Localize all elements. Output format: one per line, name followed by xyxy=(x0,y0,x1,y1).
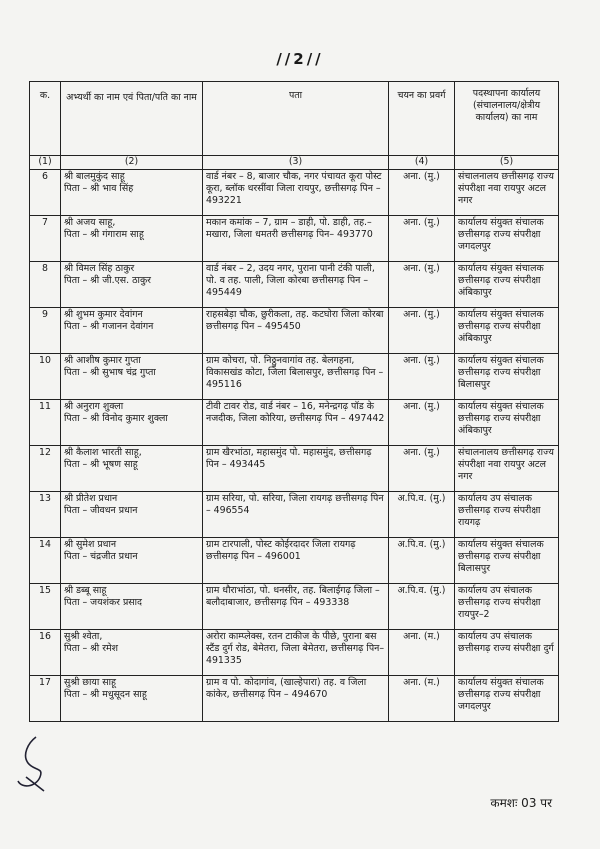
category-cell: अना. (मु.) xyxy=(389,446,455,492)
category-cell: अना. (मु.) xyxy=(389,308,455,354)
candidate-cell xyxy=(61,584,203,630)
candidate-cell xyxy=(61,262,203,308)
candidate-name: श्री बालमुकुंद साहू xyxy=(64,171,125,182)
column-number: (2) xyxy=(61,156,203,170)
father-name: पिता – श्री विनोद कुमार शुक्ला xyxy=(64,413,168,424)
address-cell: वार्ड नंबर – 2, उदय नगर, पुराना पानी टंकी पाली, पो. व तह. पाली, जिला कोरबा छत्तीसगढ़ पिन – 495449 xyxy=(203,262,389,308)
serial-number: 16 xyxy=(30,630,61,676)
candidate-name: श्री अनुराग शुक्ला xyxy=(64,401,124,412)
office-cell: कार्यालय संयुक्त संचालक छत्तीसगढ़ राज्य संपरीक्षा जगदलपुर xyxy=(455,216,559,262)
office-cell: संचालनालय छत्तीसगढ़ राज्य संपरीक्षा नवा रायपुर अटल नगर xyxy=(455,170,559,216)
serial-number: 11 xyxy=(30,400,61,446)
father-name: पिता – श्री रमेश xyxy=(64,643,119,654)
serial-number: 7 xyxy=(30,216,61,262)
father-name: पिता – श्री भाव सिंह xyxy=(64,183,134,194)
candidate-cell xyxy=(61,170,203,216)
column-number-row xyxy=(30,156,559,170)
address-cell: ग्राम धौराभांठा, पो. धनसीर, तह. बिलाईगढ़ जिला – बलौदाबाजार, छत्तीसगढ़ पिन – 493338 xyxy=(203,584,389,630)
father-name: पिता – श्री गंगाराम साहू xyxy=(64,229,144,240)
category-cell: अना. (म.) xyxy=(389,630,455,676)
office-cell: कार्यालय संयुक्त संचालक छत्तीसगढ़ राज्य संपरीक्षा अंबिकापुर xyxy=(455,262,559,308)
category-cell: अ.पि.व. (मु.) xyxy=(389,584,455,630)
candidate-cell xyxy=(61,446,203,492)
serial-number: 6 xyxy=(30,170,61,216)
address-cell: वार्ड नंबर – 8, बाजार चौक, नगर पंचायत कूरा पोस्ट कूरा, ब्लॉक धरसींवा जिला रायपुर, छत्तीसगढ़ पिन – 493221 xyxy=(203,170,389,216)
office-cell: कार्यालय संयुक्त संचालक छत्तीसगढ़ राज्य संपरीक्षा बिलासपुर xyxy=(455,538,559,584)
father-name: पिता – श्री जी.एस. ठाकुर xyxy=(64,275,151,286)
address-cell: ग्राम सरिया, पो. सरिया, जिला रायगढ़ छत्तीसगढ़ पिन – 496554 xyxy=(203,492,389,538)
header-name: अभ्यर्थी का नाम एवं पिता/पति का नाम xyxy=(61,82,203,156)
serial-number: 17 xyxy=(30,676,61,722)
column-number: (1) xyxy=(30,156,61,170)
serial-number: 14 xyxy=(30,538,61,584)
father-name: पिता – श्री भूषण साहू xyxy=(64,459,138,470)
candidate-name: श्री अजय साहू, xyxy=(64,217,116,228)
header-office: पदस्थापना कार्यालय (संचालनालय/क्षेत्रीय कार्यालय) का नाम xyxy=(455,82,559,156)
candidate-cell xyxy=(61,354,203,400)
table-row xyxy=(30,400,559,446)
address-cell: ग्राम खैरभांठा, महासमुंद पो. महासमुंद, छत्तीसगढ़ पिन – 493445 xyxy=(203,446,389,492)
header-sn: क. xyxy=(30,82,61,156)
candidate-name: सुश्री श्वेता, xyxy=(64,631,103,642)
office-cell: कार्यालय उप संचालक छत्तीसगढ़ राज्य संपरीक्षा रायगढ़ xyxy=(455,492,559,538)
candidate-name: श्री कैलाश भारती साहू, xyxy=(64,447,142,458)
candidate-cell xyxy=(61,492,203,538)
table-row xyxy=(30,630,559,676)
address-cell: ग्राम टारपाली, पोस्ट कोईरदादर जिला रायगढ़ छत्तीसगढ़ पिन – 496001 xyxy=(203,538,389,584)
candidate-cell xyxy=(61,538,203,584)
serial-number: 9 xyxy=(30,308,61,354)
table-row xyxy=(30,584,559,630)
office-cell: संचालनालय छत्तीसगढ़ राज्य संपरीक्षा नवा रायपुर अटल नगर xyxy=(455,446,559,492)
father-name: पिता – चंद्रजीत प्रधान xyxy=(64,551,138,562)
address-cell: ग्राम कोचरा, पो. निठ्ठुनवागांव तह. बेलगहना, विकासखंड कोटा, जिला बिलासपुर, छत्तीसगढ़ पिन – 495116 xyxy=(203,354,389,400)
office-cell: कार्यालय संयुक्त संचालक छत्तीसगढ़ राज्य संपरीक्षा जगदलपुर xyxy=(455,676,559,722)
category-cell: अना. (मु.) xyxy=(389,354,455,400)
page-number: //2// xyxy=(276,50,324,68)
header-row xyxy=(30,82,559,156)
candidate-cell xyxy=(61,400,203,446)
category-cell: अना. (मु.) xyxy=(389,216,455,262)
category-cell: अना. (मु.) xyxy=(389,262,455,308)
signature-mark xyxy=(14,733,54,793)
category-cell: अना. (मु.) xyxy=(389,400,455,446)
office-cell: कार्यालय संयुक्त संचालक छत्तीसगढ़ राज्य संपरीक्षा अंबिकापुर xyxy=(455,400,559,446)
father-name: पिता – जयशंकर प्रसाद xyxy=(64,597,143,608)
table-row xyxy=(30,262,559,308)
serial-number: 13 xyxy=(30,492,61,538)
father-name: पिता – जीवधन प्रधान xyxy=(64,505,138,516)
serial-number: 12 xyxy=(30,446,61,492)
address-cell: ग्राम व पो. कोदागांव, (खाल्हेपारा) तह. व जिला कांकेर, छत्तीसगढ़ पिन – 494670 xyxy=(203,676,389,722)
table-row xyxy=(30,446,559,492)
category-cell: अ.पि.व. (मु.) xyxy=(389,538,455,584)
serial-number: 15 xyxy=(30,584,61,630)
office-cell: कार्यालय संयुक्त संचालक छत्तीसगढ़ राज्य संपरीक्षा अंबिकापुर xyxy=(455,308,559,354)
candidate-table xyxy=(29,81,559,722)
category-cell: अ.पि.व. (मु.) xyxy=(389,492,455,538)
office-cell: कार्यालय उप संचालक छत्तीसगढ़ राज्य संपरीक्षा रायपुर–2 xyxy=(455,584,559,630)
category-cell: अना. (म.) xyxy=(389,676,455,722)
candidate-name: श्री शुभम कुमार देवांगन xyxy=(64,309,143,320)
header-address: पता xyxy=(203,82,389,156)
candidate-name: श्री प्रीतेश प्रधान xyxy=(64,493,118,504)
address-cell: टीवी टावर रोड, वार्ड नंबर – 16, मनेन्द्रगढ़ पॉड के नजदीक, जिला कोरिया, छत्तीसगढ़ पिन – 497442 xyxy=(203,400,389,446)
candidate-name: श्री सुमेश प्रधान xyxy=(64,539,117,550)
candidate-cell xyxy=(61,308,203,354)
candidate-cell xyxy=(61,630,203,676)
column-number: (4) xyxy=(389,156,455,170)
address-cell: अरोरा काम्प्लेक्स, रतन टाकीज के पीछे, पुराना बस स्टैंड दुर्ग रोड, बेमेतरा, जिला बेमेतरा, छत्तीसगढ़ पिन–491335 xyxy=(203,630,389,676)
father-name: पिता – श्री सुभाष चंद्र गुप्ता xyxy=(64,367,156,378)
category-cell: अना. (मु.) xyxy=(389,170,455,216)
office-cell: कार्यालय उप संचालक छत्तीसगढ़ राज्य संपरीक्षा दुर्ग xyxy=(455,630,559,676)
serial-number: 10 xyxy=(30,354,61,400)
candidate-name: सुश्री छाया साहू xyxy=(64,677,116,688)
candidate-name: श्री विमल सिंह ठाकुर xyxy=(64,263,135,274)
table-row xyxy=(30,308,559,354)
candidate-cell xyxy=(61,676,203,722)
candidate-cell xyxy=(61,216,203,262)
father-name: पिता – श्री गजानन देवांगन xyxy=(64,321,154,332)
continued-note: कमशः 03 पर xyxy=(490,796,552,810)
address-cell: राहसबेड़ा चौक, छुरीकला, तह. कटघोरा जिला कोरबा छत्तीसगढ़ पिन – 495450 xyxy=(203,308,389,354)
father-name: पिता – श्री मधुसूदन साहू xyxy=(64,689,147,700)
office-cell: कार्यालय संयुक्त संचालक छत्तीसगढ़ राज्य संपरीक्षा बिलासपुर xyxy=(455,354,559,400)
table-row xyxy=(30,170,559,216)
header-category: चयन का प्रवर्ग xyxy=(389,82,455,156)
table-row xyxy=(30,676,559,722)
column-number: (3) xyxy=(203,156,389,170)
table-row xyxy=(30,492,559,538)
column-number: (5) xyxy=(455,156,559,170)
address-cell: मकान कमांक – 7, ग्राम – डाही, पो. डाही, तह.–मखारा, जिला धमतरी छत्तीसगढ़ पिन– 493770 xyxy=(203,216,389,262)
table-row xyxy=(30,538,559,584)
candidate-name: श्री डब्बू साहू xyxy=(64,585,107,596)
candidate-name: श्री आशीष कुमार गुप्ता xyxy=(64,355,141,366)
table-row xyxy=(30,354,559,400)
table-row xyxy=(30,216,559,262)
serial-number: 8 xyxy=(30,262,61,308)
